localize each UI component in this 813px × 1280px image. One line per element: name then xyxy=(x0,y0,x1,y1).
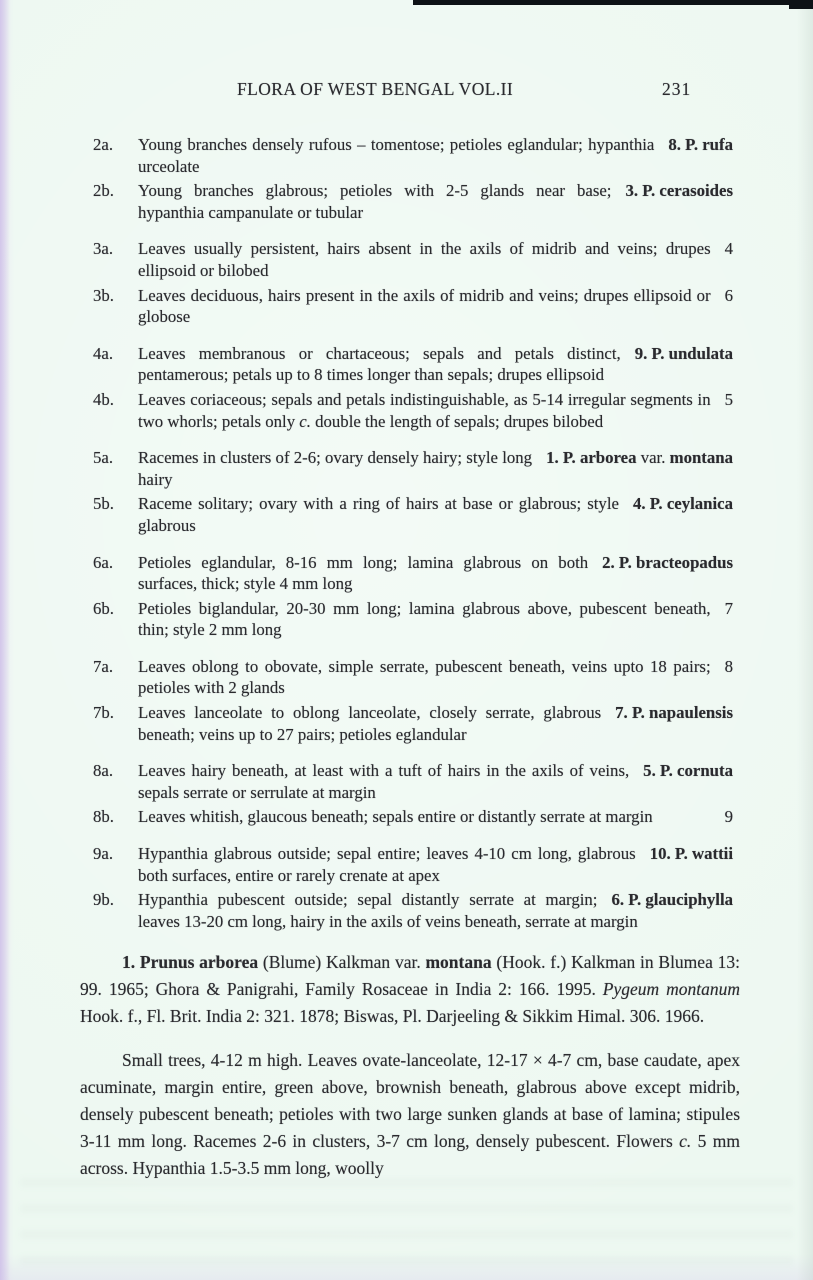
text-segment: Leaves hairy beneath, at least with a tuft of hairs in the axils of veins, sepals serrate or serrulate at margin xyxy=(138,761,630,802)
scan-artifact-top-corner xyxy=(789,0,813,9)
key-item-label: 5a. xyxy=(93,448,114,468)
text-segment: Petioles eglandular, 8-16 mm long; lamina glabrous on both surfaces, thick; style 4 mm long xyxy=(138,552,589,594)
key-item-result xyxy=(725,598,733,620)
key-item-result xyxy=(633,493,733,515)
key-item xyxy=(93,656,733,699)
key-item-label: 4a. xyxy=(93,343,114,363)
key-item xyxy=(93,343,733,386)
species-citation-paragraph xyxy=(80,949,740,1030)
key-item-result xyxy=(611,889,733,911)
key-item-label: 9a. xyxy=(93,844,114,864)
key-item xyxy=(93,447,733,490)
key-item-result xyxy=(725,238,733,260)
scan-artifact-top-strip xyxy=(413,0,813,5)
key-item-result xyxy=(615,702,733,724)
text-segment: 4. P. ceylanica xyxy=(632,494,733,514)
text-segment: Young branches densely rufous – tomentose; petioles eglandular; hypanthia urceolate xyxy=(138,135,655,176)
key-item-label: 6b. xyxy=(93,598,114,618)
text-segment: 7. P. napaulensis xyxy=(615,703,733,723)
text-segment: 8 xyxy=(724,656,733,676)
text-segment: Young branches glabrous; petioles with 2-5 glands near base; hypanthia campanulate or tubular xyxy=(138,181,612,222)
key-item-text xyxy=(138,807,653,826)
text-segment: 5 xyxy=(724,389,733,409)
key-item-result xyxy=(725,389,733,411)
key-item-label: 4b. xyxy=(93,389,114,409)
text-segment: 1. P. arborea xyxy=(546,448,637,468)
text-segment: 9 xyxy=(724,807,733,827)
species-section xyxy=(80,931,740,1200)
key-item-result xyxy=(725,285,733,307)
text-segment: (Blume) Kalkman var. xyxy=(258,951,426,972)
text-segment: Petioles biglandular, 20-30 mm long; lamina glabrous above, pubescent beneath, thin; style 2 mm long xyxy=(138,598,711,640)
key-item-label: 9b. xyxy=(93,890,114,910)
text-segment: Leaves whitish, glaucous beneath; sepals entire or distantly serrate at margin xyxy=(138,807,653,827)
key-item-label: 6a. xyxy=(93,552,114,572)
text-segment: montana xyxy=(425,951,492,972)
key-item xyxy=(93,389,733,432)
text-segment: 7 xyxy=(724,598,733,618)
key-item-result xyxy=(650,843,733,865)
key-item-label: 8b. xyxy=(93,807,114,827)
text-segment: 5. P. cornuta xyxy=(643,761,733,781)
key-item xyxy=(93,552,733,595)
text-segment: c. xyxy=(679,1131,692,1151)
dichotomous-key xyxy=(93,134,733,932)
text-segment: Hypanthia glabrous outside; sepal entire; leaves 4-10 cm long, glabrous both surfaces, entire or rarely crenate at apex xyxy=(138,844,636,885)
text-segment: Small trees, 4-12 m high. Leaves ovate-lanceolate, 12-17 × 4-7 cm, base caudate, apex acuminate, margin entire, green above, brownish beneath, glabrous above except midrib, densely pubescent beneath; petioles with two large sunken glands at base of lamina; stipules 3-11 mm long. Racemes 2-6 in clusters, 3-7 cm long, densely pubescent. Flowers xyxy=(80,1050,740,1151)
key-item-text xyxy=(138,844,636,885)
key-item-text xyxy=(138,703,601,744)
key-item xyxy=(93,134,733,177)
key-item xyxy=(93,180,733,223)
key-item xyxy=(93,493,733,536)
key-item xyxy=(93,598,733,641)
key-item xyxy=(93,806,733,828)
text-segment: Raceme solitary; ovary with a ring of hairs at base or glabrous; style glabrous xyxy=(138,494,619,535)
key-item xyxy=(93,843,733,886)
key-item-label: 7a. xyxy=(93,656,114,676)
text-segment: Pygeum montanum xyxy=(602,978,740,999)
key-item-text xyxy=(138,448,532,489)
key-item-text xyxy=(138,181,611,222)
key-item-text xyxy=(138,494,619,535)
key-item-result xyxy=(725,806,733,828)
key-item xyxy=(93,238,733,281)
text-segment: c. xyxy=(299,411,311,431)
key-item-label: 8a. xyxy=(93,761,114,781)
key-item-text xyxy=(138,344,621,385)
key-item xyxy=(93,702,733,745)
text-segment: 6 xyxy=(724,285,733,305)
page-number: 231 xyxy=(662,79,692,99)
key-item xyxy=(93,285,733,328)
text-segment: (Hook. f.) Kalkman in Blumea 13: 99. 1965; Ghora & Panigrahi, Family Rosaceae in India 2: 166. 1995. xyxy=(80,951,740,999)
text-segment: double the length of sepals; drupes bilobed xyxy=(310,411,604,431)
text-segment: Leaves membranous or chartaceous; sepals and petals distinct, pentamerous; petals up to 8 times longer than sepals; drupes ellipsoid xyxy=(138,343,621,385)
key-item-text xyxy=(138,135,654,176)
text-segment: 5 mm across. Hypanthia 1.5-3.5 mm long, woolly xyxy=(80,1131,740,1178)
key-item-label: 3b. xyxy=(93,285,114,305)
key-item-label: 3a. xyxy=(93,239,114,259)
text-segment: Leaves deciduous, hairs present in the axils of midrib and veins; drupes ellipsoid or globose xyxy=(138,285,711,327)
key-item xyxy=(93,760,733,803)
text-segment: 9. P. undulata xyxy=(634,343,733,363)
text-segment: Leaves lanceolate to oblong lanceolate, closely serrate, glabrous beneath; veins up to 27 pairs; petioles eglandular xyxy=(138,703,602,744)
text-segment: Hook. f., Fl. Brit. India 2: 321. 1878; Biswas, Pl. Darjeeling & Sikkim Himal. 306. 1966. xyxy=(80,1005,705,1026)
key-item-text xyxy=(138,553,588,594)
key-item-result xyxy=(602,552,733,574)
key-item-result xyxy=(635,343,733,365)
key-item-label: 5b. xyxy=(93,494,114,514)
text-segment: Racemes in clusters of 2-6; ovary densely hairy; style long hairy xyxy=(138,448,533,489)
key-item-label: 2a. xyxy=(93,135,114,154)
key-item-text xyxy=(138,890,638,931)
text-segment: 4 xyxy=(724,239,733,259)
text-segment: var. xyxy=(636,448,670,468)
key-item-label: 2b. xyxy=(93,181,114,201)
key-item-result xyxy=(668,134,733,156)
text-segment: Leaves coriaceous; sepals and petals indistinguishable, as 5-14 irregular segments in two whorls; petals only xyxy=(138,389,711,431)
text-segment: 8. P. rufa xyxy=(668,135,733,154)
text-segment: 3. P. cerasoides xyxy=(625,181,733,201)
key-item-result xyxy=(643,760,733,782)
scan-artifact-left-edge xyxy=(0,0,10,1280)
key-item-result xyxy=(625,180,733,202)
key-item-result xyxy=(725,656,733,678)
text-segment: Leaves usually persistent, hairs absent in the axils of midrib and veins; drupes ellipsoid or bilobed xyxy=(138,239,711,280)
text-segment: Leaves oblong to obovate, simple serrate, pubescent beneath, veins upto 18 pairs; petioles with 2 glands xyxy=(138,656,711,698)
text-segment: montana xyxy=(669,448,733,468)
key-item-result xyxy=(546,447,733,469)
text-segment: Hypanthia pubescent outside; sepal distantly serrate at margin; leaves 13-20 cm long, hairy in the axils of veins beneath, serrate at margin xyxy=(138,890,638,931)
key-item-label: 7b. xyxy=(93,703,114,723)
text-segment: 10. P. wattii xyxy=(649,844,733,864)
species-description-paragraph xyxy=(80,1047,740,1182)
running-title: FLORA OF WEST BENGAL VOL.II xyxy=(237,79,514,99)
key-item-text xyxy=(138,657,711,698)
text-segment: 6. P. glauciphylla xyxy=(611,890,733,910)
key-item-text xyxy=(138,390,711,431)
page-header xyxy=(0,79,813,105)
key-item-text xyxy=(138,239,711,280)
key-item-text xyxy=(138,286,711,327)
text-segment: 1. Prunus arborea xyxy=(122,951,259,972)
text-segment: 2. P. bracteopadus xyxy=(602,552,733,572)
key-item xyxy=(93,889,733,932)
key-item-text xyxy=(138,599,711,640)
key-item-text xyxy=(138,761,629,802)
